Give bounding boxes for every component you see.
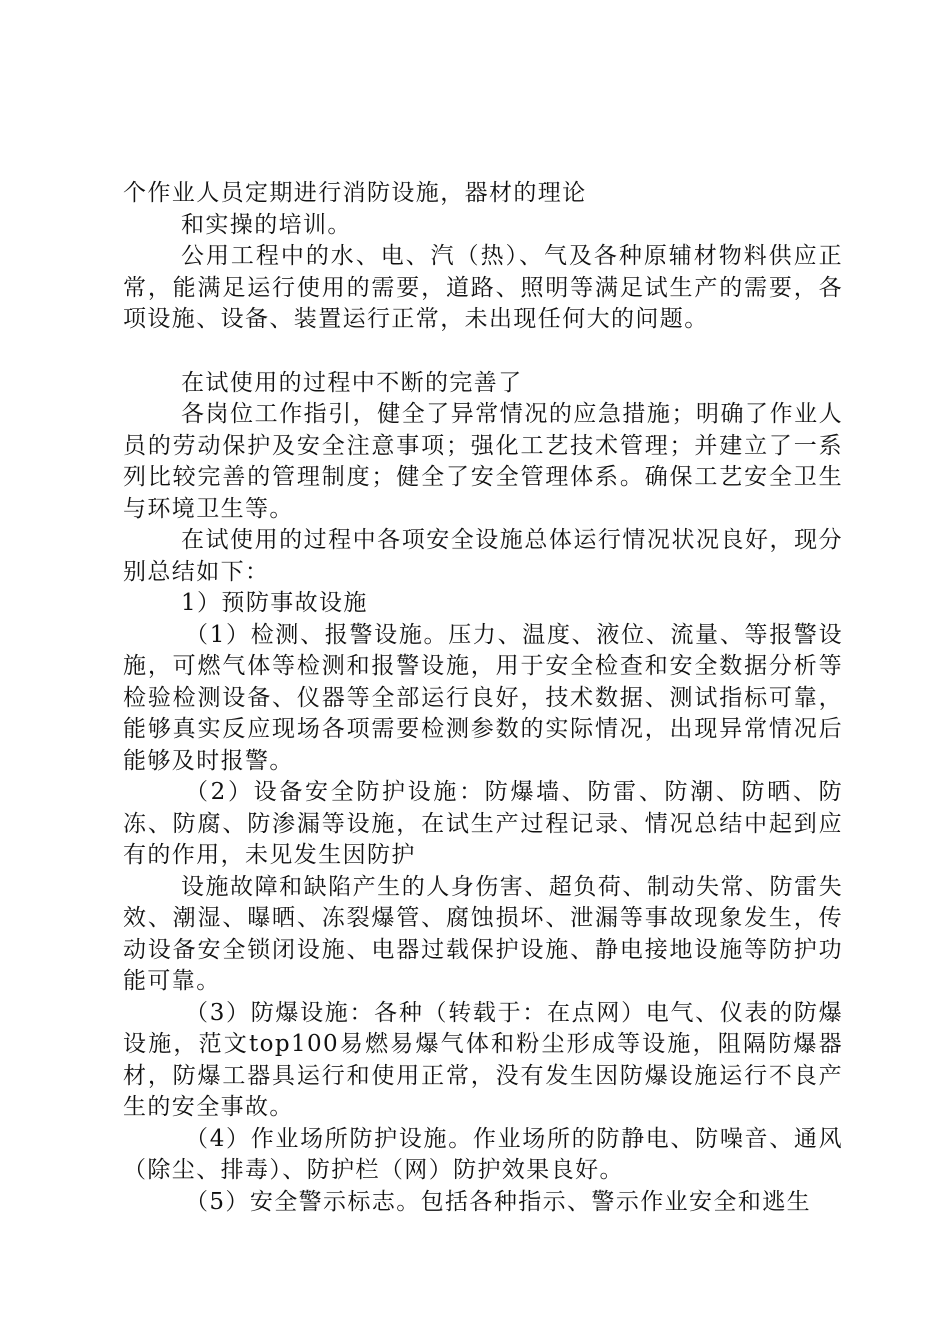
paragraph-training-line2: 和实操的培训。 [181, 211, 352, 238]
paragraph-detection-alarm: （1）检测、报警设施。压力、温度、液位、流量、等报警设施，可燃气体等检测和报警设施，用于安全检查和安全数据分析等检验检测设备、仪器等全部运行良好，技术数据、测试指标可靠，能够真实反应现场各项需要检测参数的实际情况，出现异常情况后能够及时报警。 [123, 621, 843, 774]
paragraph-utilities: 公用工程中的水、电、汽（热）、气及各种原辅材物料供应正常，能满足运行使用的需要，道路、照明等满足试生产的需要，各项设施、设备、装置运行正常，未出现任何大的问题。 [123, 243, 843, 332]
paragraph-equipment-protection: （2）设备安全防护设施：防爆墙、防雷、防潮、防晒、防冻、防腐、防渗漏等设施，在试生产过程记录、情况总结中起到应有的作用，未见发生因防护 [123, 779, 843, 868]
section-heading-prevention: 1）预防事故设施 [181, 590, 368, 616]
paragraph-summary-intro: 在试使用的过程中各项安全设施总体运行情况状况良好，现分别总结如下： [123, 527, 843, 585]
paragraph-safety-signs: （5）安全警示标志。包括各种指示、警示作业安全和逃生 [185, 1188, 812, 1215]
paragraph-explosion-proof: （3）防爆设施：各种（转载于：在点网）电气、仪表的防爆设施，范文top100易燃易爆气体和粉尘形成等设施，阻隔防爆器材，防爆工器具运行和使用正常，没有发生因防爆设施运行不良产生的安全事故。 [123, 999, 843, 1120]
paragraph-equipment-protection-cont: 设施故障和缺陷产生的人身伤害、超负荷、制动失常、防雷失效、潮湿、曝晒、冻裂爆管、腐蚀损坏、泄漏等事故现象发生，传动设备安全锁闭设施、电器过载保护设施、静电接地设施等防护功能可靠。 [123, 873, 843, 994]
paragraph-improvement-details: 各岗位工作指引，健全了异常情况的应急措施；明确了作业人员的劳动保护及安全注意事项；强化工艺技术管理；并建立了一系列比较完善的管理制度；健全了安全管理体系。确保工艺安全卫生与环境卫生等。 [123, 401, 843, 522]
paragraph-improvement-intro: 在试使用的过程中不断的完善了 [181, 369, 523, 396]
document-body [123, 178, 843, 1218]
paragraph-training-line1: 个作业人员定期进行消防设施，器材的理论 [123, 180, 587, 206]
paragraph-workplace-protection: （4）作业场所防护设施。作业场所的防静电、防噪音、通风（除尘、排毒）、防护栏（网）防护效果良好。 [123, 1125, 843, 1183]
